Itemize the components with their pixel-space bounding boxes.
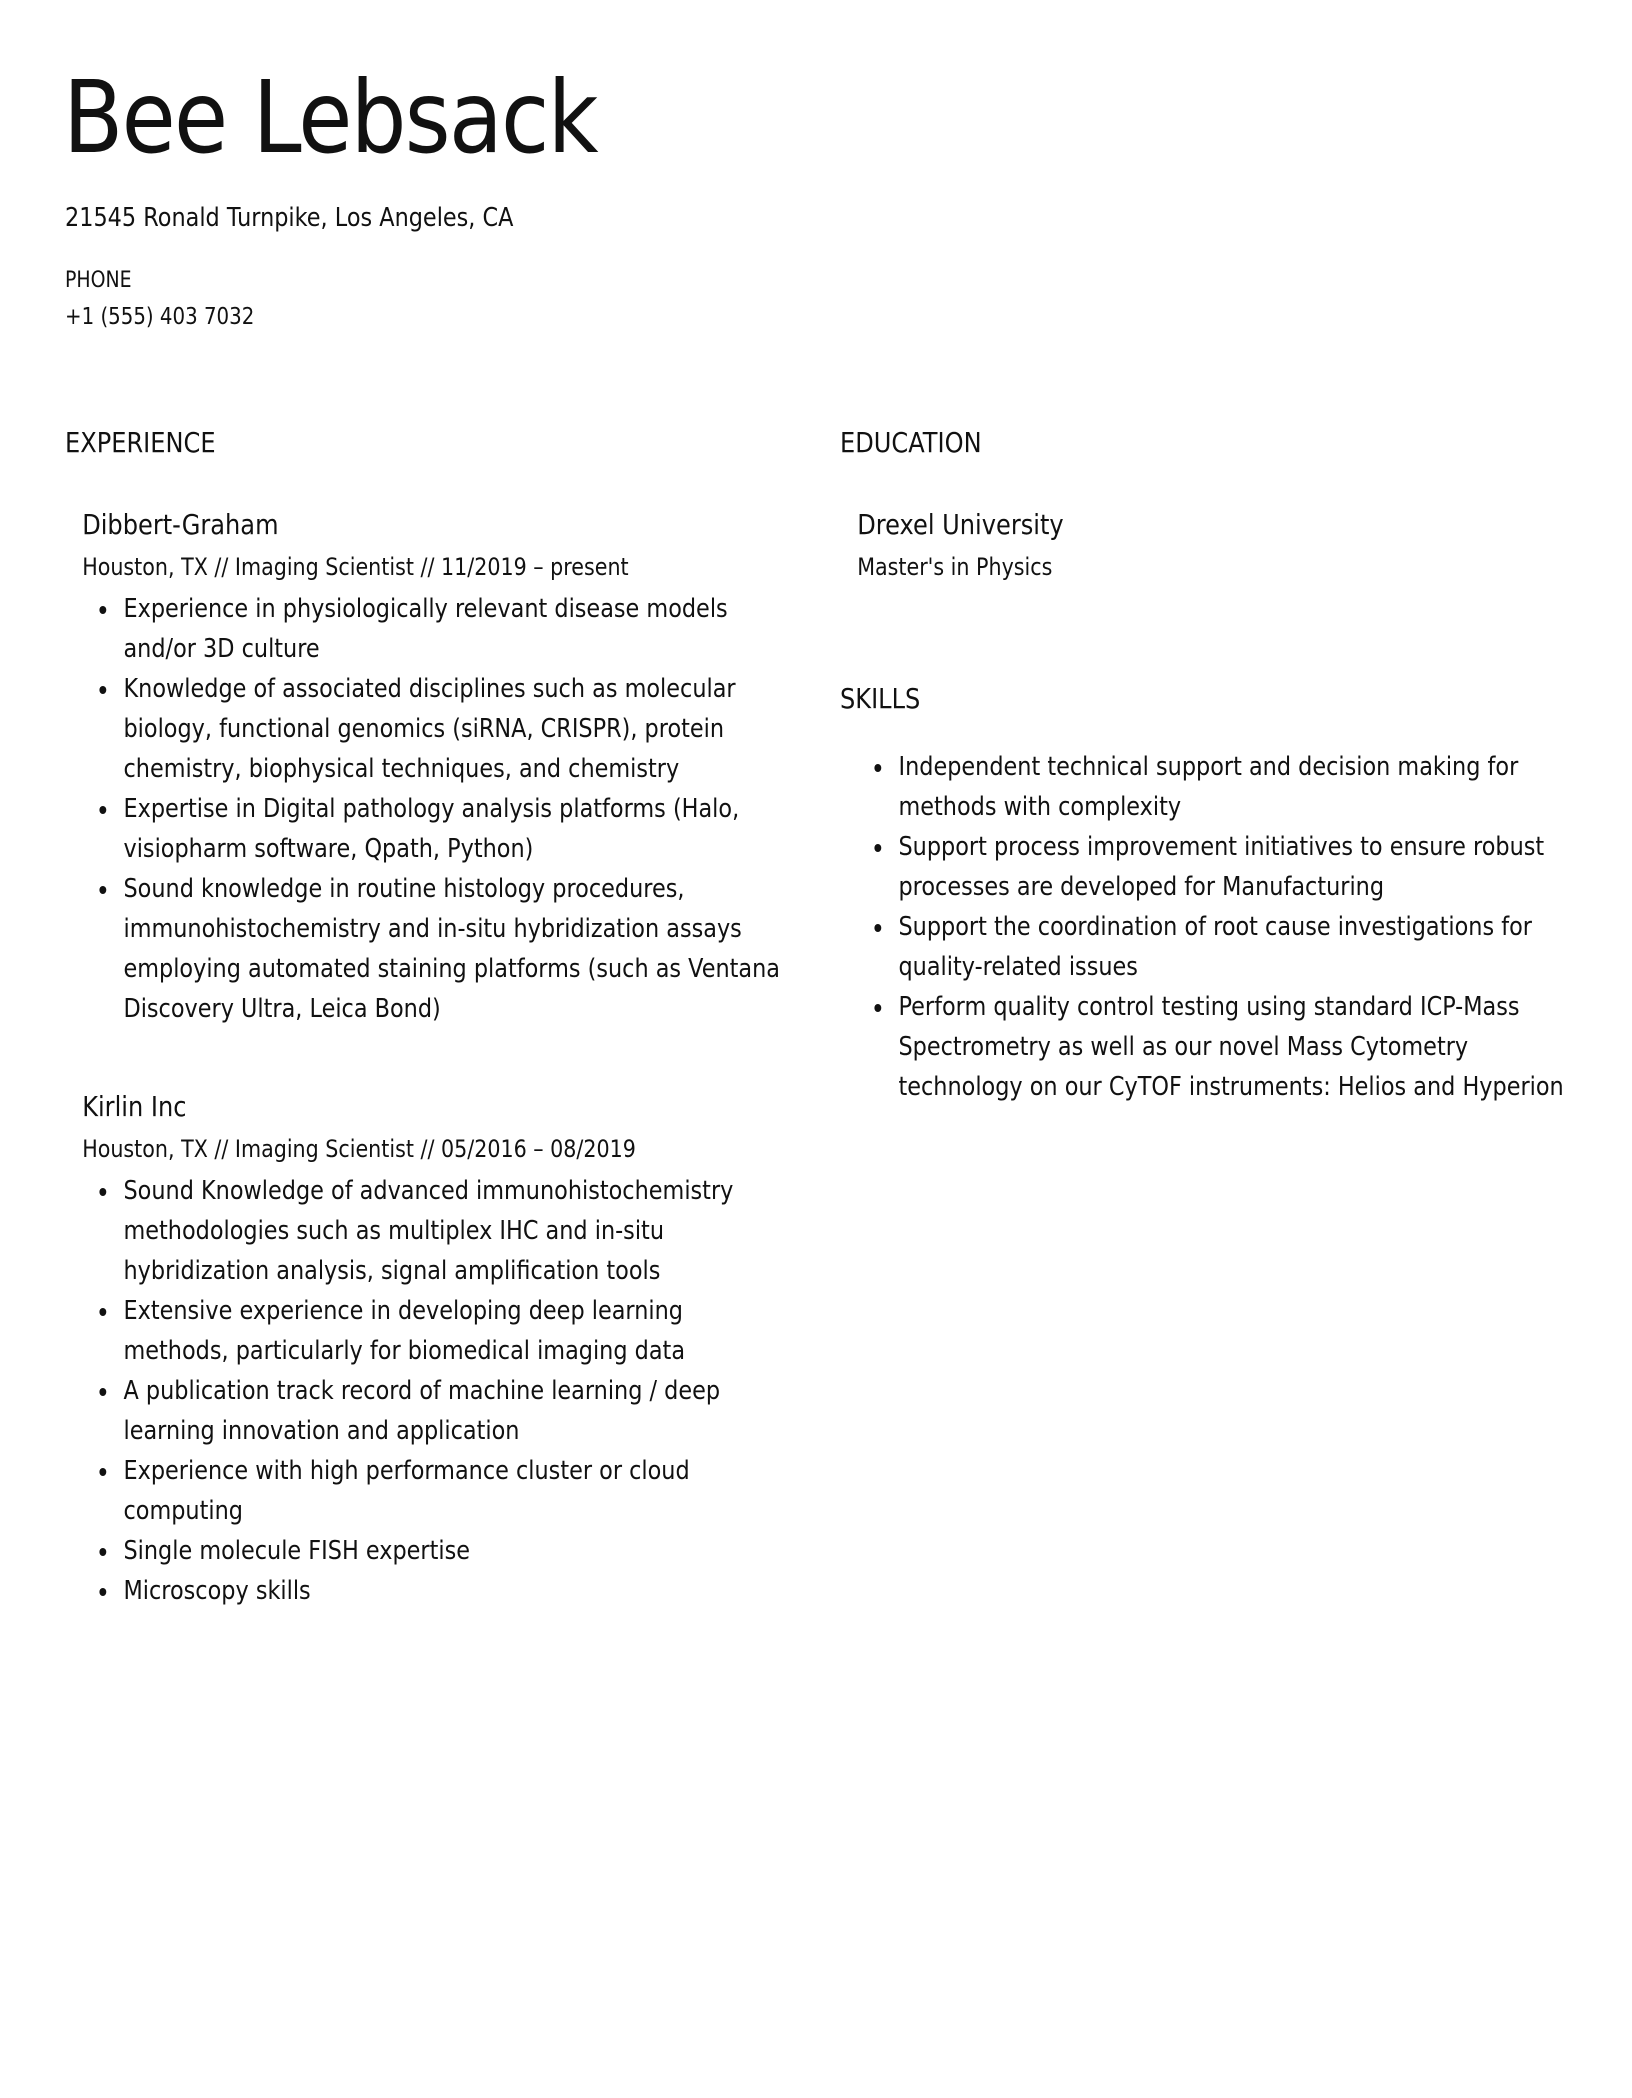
job-bullets [82,1171,783,1611]
experience-heading: EXPERIENCE [65,426,216,459]
list-item: Experience in physiologically relevant disease models and/or 3D culture [123,589,783,669]
address: 21545 Ronald Turnpike, Los Angeles, CA [65,203,514,233]
company-name: Dibbert-Graham [82,508,279,541]
education-skills-column [840,425,1580,1107]
job-bullets [82,589,783,1029]
skills-list [840,747,1578,1107]
list-item: Perform quality control testing using standard ICP-Mass Spectrometry as well as our novel Mass Cytometry technology on our CyTOF instruments: Helios and Hyperion [898,987,1578,1107]
education-entry [857,505,1578,585]
list-item: Sound Knowledge of advanced immunohistochemistry methodologies such as multiplex IHC and in-situ hybridization analysis, signal amplification tools [123,1171,783,1291]
list-item: Sound knowledge in routine histology procedures, immunohistochemistry and in-situ hybridization assays employing automated staining platforms (such as Ventana Discovery Ultra, Leica Bond) [123,869,783,1029]
skills-heading: SKILLS [840,682,921,715]
degree: Master's in Physics [857,553,1053,581]
job-entry [82,1087,783,1611]
list-item: Microscopy skills [123,1571,783,1611]
list-item: Support the coordination of root cause investigations for quality-related issues [898,907,1578,987]
phone-number: +1 (555) 403 7032 [65,304,255,330]
experience-section [65,425,785,1611]
job-details: Houston, TX // Imaging Scientist // 11/2019 – present [82,553,629,581]
list-item: Support process improvement initiatives to ensure robust processes are developed for Manufacturing [898,827,1578,907]
list-item: Independent technical support and decision making for methods with complexity [898,747,1578,827]
education-heading: EDUCATION [840,426,982,459]
list-item: Experience with high performance cluster or cloud computing [123,1451,783,1531]
list-item: Single molecule FISH expertise [123,1531,783,1571]
job-details: Houston, TX // Imaging Scientist // 05/2016 – 08/2019 [82,1135,636,1163]
list-item: Extensive experience in developing deep learning methods, particularly for biomedical imaging data [123,1291,783,1371]
company-name: Kirlin Inc [82,1090,187,1123]
list-item: A publication track record of machine learning / deep learning innovation and application [123,1371,783,1451]
list-item: Knowledge of associated disciplines such as molecular biology, functional genomics (siRNA, CRISPR), protein chemistry, biophysical techniques, and chemistry [123,669,783,789]
job-entry [82,505,783,1029]
skills-section [840,681,1580,1107]
list-item: Expertise in Digital pathology analysis platforms (Halo, visiopharm software, Qpath, Python) [123,789,783,869]
school-name: Drexel University [857,508,1064,541]
phone-label: PHONE [65,268,132,293]
candidate-name: Bee Lebsack [63,59,597,176]
